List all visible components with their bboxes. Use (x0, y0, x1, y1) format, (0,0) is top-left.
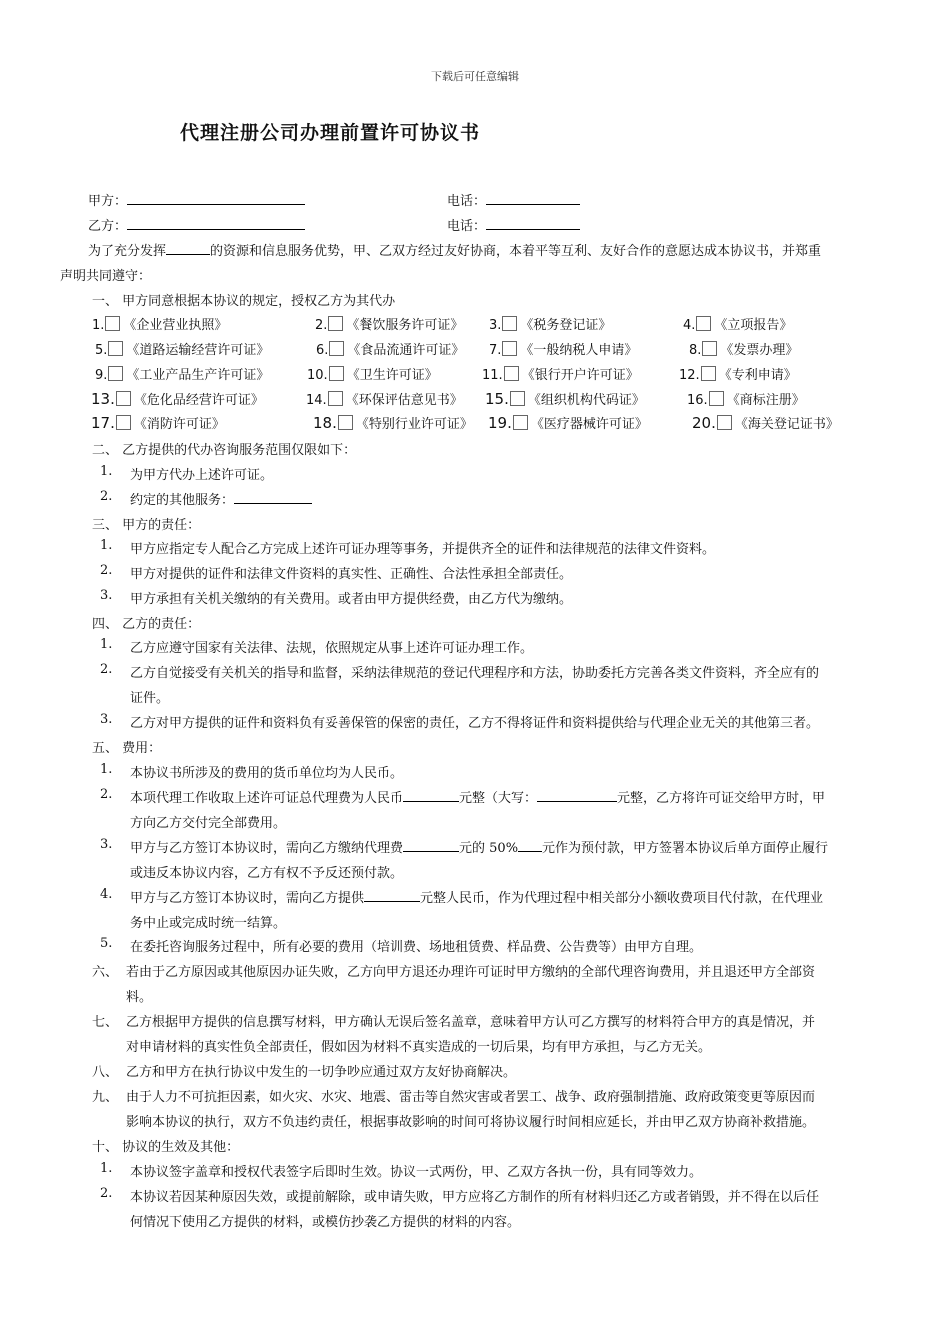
prepay-field[interactable] (518, 838, 542, 852)
item-number: 2. (100, 662, 113, 677)
license-item-number: 19. (488, 414, 512, 432)
item-number: 1. (100, 1161, 113, 1176)
section-9-text-cont: 影响本协议的执行，双方不负违约责任，根据事故影响的时间可将协议履行时间相应延长，并由甲乙双方协商补救措施。 (126, 1115, 816, 1130)
party-b-field[interactable] (127, 216, 305, 230)
item-number: 3. (100, 588, 113, 603)
sec5-item-2-cont: 方向乙方交付完全部费用。 (130, 816, 287, 831)
license-item (692, 413, 839, 432)
license-item-label: 《卫生许可证》 (346, 368, 438, 383)
license-item-number: 9. (95, 368, 108, 383)
license-item-label: 《医疗器械许可证》 (530, 417, 648, 432)
license-item-number: 5. (95, 343, 108, 358)
license-item-label: 《立项报告》 (714, 318, 793, 333)
party-a-row (88, 190, 305, 209)
sec3-item-3: 甲方承担有关机关缴纳的有关费用。或者由甲方提供经费，由乙方代为缴纳。 (130, 592, 573, 607)
license-item-number: 15. (485, 390, 509, 408)
sec4-item-2-cont: 证件。 (130, 691, 170, 706)
total-fee-uppercase-field[interactable] (537, 788, 617, 802)
item-number: 1. (100, 538, 113, 553)
party-a-field[interactable] (127, 191, 305, 205)
sec4-item-1: 乙方应遵守国家有关法律、法规，依照规定从事上述许可证办理工作。 (130, 641, 534, 656)
license-item-label: 《一般纳税人申请》 (520, 343, 638, 358)
license-item (315, 314, 463, 333)
item-number: 1. (100, 464, 113, 479)
section-7-text-cont: 对申请材料的真实性负全部责任，假如因为材料不真实造成的一切后果，均有甲方承担，与乙方无关。 (126, 1040, 712, 1055)
license-item-label: 《商标注册》 (726, 393, 805, 408)
license-item (316, 339, 464, 358)
item-number: 3. (100, 712, 113, 727)
party-b-label: 乙方： (88, 219, 128, 234)
sec5-item-1: 本协议书所涉及的费用的货币单位均为人民币。 (130, 766, 404, 781)
item-number: 2. (100, 563, 113, 578)
section-8-text: 乙方和甲方在执行协议中发生的一切争吵应通过双方友好协商解决。 (126, 1065, 517, 1080)
license-checkbox[interactable] (116, 391, 131, 406)
license-item (482, 364, 639, 383)
intro-line-1 (88, 240, 821, 259)
license-checkbox[interactable] (338, 415, 353, 430)
sec10-item-1: 本协议签字盖章和授权代表签字后即时生效。协议一式两份，甲、乙双方各执一份，具有同等效力。 (130, 1165, 703, 1180)
license-item (489, 339, 637, 358)
license-checkbox[interactable] (105, 316, 120, 331)
header-note: 下载后可任意编辑 (431, 70, 519, 83)
license-item-number: 17. (91, 414, 115, 432)
license-item (95, 339, 269, 358)
license-checkbox[interactable] (108, 341, 123, 356)
agency-fee-field[interactable] (403, 838, 459, 852)
item-number: 4. (100, 887, 113, 902)
license-item-number: 20. (692, 414, 716, 432)
prepay-text-1: 甲方与乙方签订本协议时，需向乙方缴纳代理费 (130, 841, 404, 856)
license-item (92, 314, 227, 333)
phone-a-row (447, 190, 580, 209)
party-b-row (88, 215, 305, 234)
license-checkbox[interactable] (717, 415, 732, 430)
intro-text-1: 为了充分发挥 (88, 244, 167, 259)
section-10-heading: 十、 协议的生效及其他： (92, 1140, 240, 1155)
item-number: 3. (100, 837, 113, 852)
section-7-number: 七、 (92, 1015, 119, 1030)
item-number: 2. (100, 1186, 113, 1201)
section-1-heading: 一、 甲方同意根据本协议的规定，授权乙方为其代办 (92, 294, 396, 309)
license-item-number: 8. (689, 343, 702, 358)
phone-b-label: 电话： (447, 219, 487, 234)
license-item (313, 413, 473, 432)
license-checkbox[interactable] (702, 341, 717, 356)
license-item-label: 《消防许可证》 (133, 417, 225, 432)
license-item-number: 4. (683, 318, 696, 333)
license-item-label: 《环保评估意见书》 (345, 393, 463, 408)
license-item-number: 1. (92, 318, 105, 333)
license-item-label: 《企业营业执照》 (123, 318, 228, 333)
fee-text-2: 元整（大写： (459, 791, 538, 806)
license-checkbox[interactable] (328, 316, 343, 331)
license-checkbox[interactable] (502, 316, 517, 331)
license-item-number: 11. (482, 368, 503, 383)
sec4-item-2: 乙方自觉接受有关机关的指导和监督，采纳法律规范的登记代理程序和方法，协助委托方完善各类文件资料，齐全应有的 (130, 666, 820, 681)
license-item-label: 《海关登记证书》 (734, 417, 839, 432)
item-number: 2. (100, 787, 113, 802)
sec3-item-2: 甲方对提供的证件和法律文件资料的真实性、正确性、合法性承担全部责任。 (130, 567, 573, 582)
advance-amount-field[interactable] (364, 888, 420, 902)
license-item-label: 《餐饮服务许可证》 (346, 318, 464, 333)
document-title: 代理注册公司办理前置许可协议书 (180, 122, 481, 144)
license-item-number: 3. (489, 318, 502, 333)
license-checkbox[interactable] (108, 366, 123, 381)
section-8-number: 八、 (92, 1065, 119, 1080)
license-checkbox[interactable] (513, 415, 528, 430)
item-number: 1. (100, 637, 113, 652)
section-2-heading: 二、 乙方提供的代办咨询服务范围仅限如下： (92, 443, 357, 458)
intro-blank[interactable] (166, 241, 210, 255)
license-checkbox[interactable] (329, 341, 344, 356)
intro-line-2: 声明共同遵守： (60, 269, 152, 284)
section-7-text: 乙方根据甲方提供的信息撰写材料，甲方确认无误后签名盖章，意味着甲方认可乙方撰写的材料符合甲方的真是情况，并 (126, 1015, 816, 1030)
sec2-item-1: 为甲方代办上述许可证。 (130, 468, 274, 483)
license-checkbox[interactable] (510, 391, 525, 406)
license-item (307, 364, 438, 383)
section-9-number: 九、 (92, 1090, 119, 1105)
license-item (306, 389, 463, 408)
license-item (489, 314, 611, 333)
license-item-label: 《银行开户许可证》 (521, 368, 639, 383)
license-checkbox[interactable] (504, 366, 519, 381)
sec5-item-2 (130, 787, 825, 806)
license-checkbox[interactable] (116, 415, 131, 430)
license-item (689, 339, 798, 358)
item-number: 1. (100, 762, 113, 777)
license-item-label: 《特别行业许可证》 (355, 417, 473, 432)
license-item-number: 7. (489, 343, 502, 358)
license-item (91, 413, 225, 432)
sec2-item-2 (130, 489, 312, 508)
license-item-number: 12. (679, 368, 700, 383)
phone-a-label: 电话： (447, 194, 487, 209)
license-item-number: 14. (306, 393, 327, 408)
section-6-text: 若由于乙方原因或其他原因办证失败，乙方向甲方退还办理许可证时甲方缴纳的全部代理咨询费用，并且退还甲方全部资 (126, 965, 816, 980)
sec5-item-5: 在委托咨询服务过程中，所有必要的费用（培训费、场地租赁费、样品费、公告费等）由甲方自理。 (130, 940, 703, 955)
license-item-number: 6. (316, 343, 329, 358)
sec5-item-3-cont: 或违反本协议内容，乙方有权不予反还预付款。 (130, 866, 404, 881)
section-9-text: 由于人力不可抗拒因素，如火灾、水灾、地震、雷击等自然灾害或者罢工、战争、政府强制措施、政府政策变更等原因而 (126, 1090, 816, 1105)
license-checkbox[interactable] (696, 316, 711, 331)
license-item-label: 《道路运输经营许可证》 (126, 343, 270, 358)
license-item (683, 314, 792, 333)
license-checkbox[interactable] (328, 391, 343, 406)
license-item-number: 18. (313, 414, 337, 432)
license-item-label: 《税务登记证》 (520, 318, 612, 333)
phone-b-field[interactable] (486, 216, 580, 230)
advance-text-1: 甲方与乙方签订本协议时，需向乙方提供 (130, 891, 365, 906)
sec5-item-4-cont: 务中止或完成时统一结算。 (130, 916, 287, 931)
section-5-heading: 五、 费用： (92, 741, 162, 756)
license-item-label: 《工业产品生产许可证》 (126, 368, 270, 383)
license-item (485, 389, 645, 408)
license-item-number: 10. (307, 368, 328, 383)
license-item-label: 《专利申请》 (718, 368, 797, 383)
license-checkbox[interactable] (709, 391, 724, 406)
section-6-text-cont: 料。 (126, 990, 153, 1005)
license-item-number: 13. (91, 390, 115, 408)
section-4-heading: 四、 乙方的责任： (92, 617, 201, 632)
sec10-item-2-cont: 何情况下使用乙方提供的材料，或模仿抄袭乙方提供的材料的内容。 (130, 1215, 521, 1230)
phone-a-field[interactable] (486, 191, 580, 205)
license-item-number: 2. (315, 318, 328, 333)
item-number: 5. (100, 936, 113, 951)
phone-b-row (447, 215, 580, 234)
license-item-label: 《发票办理》 (720, 343, 799, 358)
sec5-item-4 (130, 887, 823, 906)
section-3-heading: 三、 甲方的责任： (92, 518, 201, 533)
sec2-item-2-text: 约定的其他服务： (130, 493, 235, 508)
sec3-item-1: 甲方应指定专人配合乙方完成上述许可证办理等事务，并提供齐全的证件和法律规范的法律文件资料。 (130, 542, 716, 557)
sec5-item-3 (130, 837, 828, 856)
license-item-label: 《组织机构代码证》 (527, 393, 645, 408)
license-item-number: 16. (687, 393, 708, 408)
intro-text-2: 的资源和信息服务优势，甲、乙双方经过友好协商，本着平等互利、友好合作的意愿达成本协议书，并郑重 (210, 244, 822, 259)
section-6-number: 六、 (92, 965, 119, 980)
party-a-label: 甲方： (88, 194, 128, 209)
license-checkbox[interactable] (502, 341, 517, 356)
fee-text-1: 本项代理工作收取上述许可证总代理费为人民币 (130, 791, 404, 806)
fee-text-3: 元整，乙方将许可证交给甲方时，甲 (617, 791, 826, 806)
prepay-text-3: 元作为预付款，甲方签署本协议后单方面停止履行 (542, 841, 829, 856)
sec10-item-2: 本协议若因某种原因失效，或提前解除，或申请失败，甲方应将乙方制作的所有材料归还乙方或者销毁，并不得在以后任 (130, 1190, 820, 1205)
item-number: 2. (100, 489, 113, 504)
license-item (687, 389, 805, 408)
license-item-label: 《食品流通许可证》 (347, 343, 465, 358)
license-item (488, 413, 648, 432)
license-item (91, 389, 264, 408)
other-services-field[interactable] (234, 490, 312, 504)
license-checkbox[interactable] (329, 366, 344, 381)
advance-text-2: 元整人民币，作为代理过程中相关部分小额收费项目代付款，在代理业 (420, 891, 824, 906)
sec4-item-3: 乙方对甲方提供的证件和资料负有妥善保管的保密的责任，乙方不得将证件和资料提供给与代理企业无关的其他第三者。 (130, 716, 820, 731)
license-checkbox[interactable] (701, 366, 716, 381)
license-item (95, 364, 269, 383)
license-item-label: 《危化品经营许可证》 (133, 393, 264, 408)
license-item (679, 364, 797, 383)
total-fee-field[interactable] (403, 788, 459, 802)
prepay-text-2: 元的 50% (459, 841, 519, 856)
